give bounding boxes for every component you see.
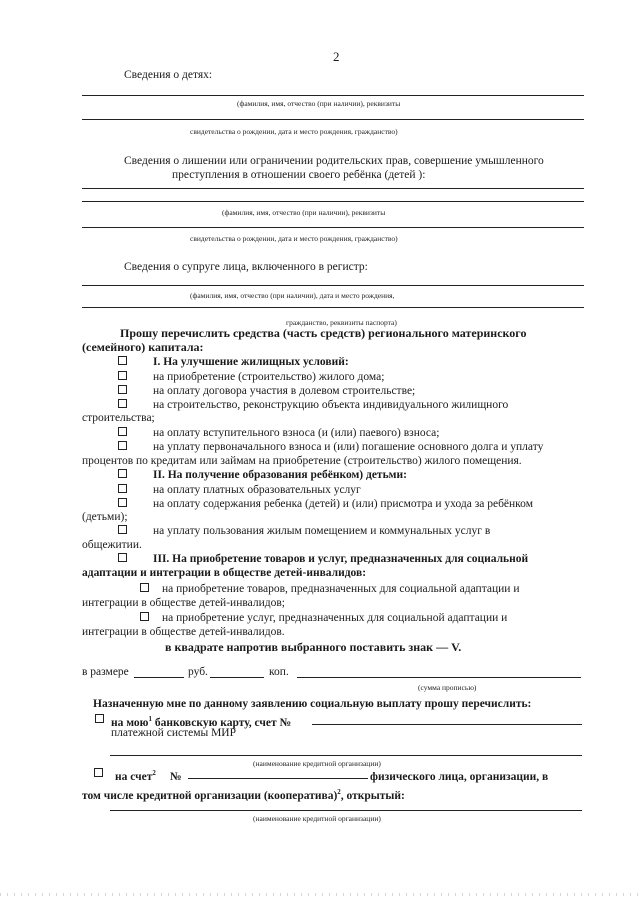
deprivation-fill-line-2[interactable] bbox=[82, 201, 584, 202]
amount-prefix: в размере bbox=[82, 666, 129, 678]
section3-opt1-checkbox[interactable] bbox=[140, 583, 149, 592]
children-caption-1: (фамилия, имя, отчество (при наличии), реквизиты bbox=[237, 99, 401, 108]
section1-opt2-checkbox[interactable] bbox=[118, 385, 127, 394]
account-number-field[interactable] bbox=[188, 778, 368, 779]
children-fill-line-2[interactable] bbox=[82, 119, 584, 120]
section1-opt5-label-b: процентов по кредитам или займам на приобретение (строительство) жилого помещения. bbox=[82, 455, 522, 467]
section1-opt3-label-b: строительства; bbox=[82, 412, 155, 424]
section3-opt2-label-a: на приобретение услуг, предназначенных для социальной адаптации и bbox=[162, 612, 508, 624]
section2-opt3-checkbox[interactable] bbox=[118, 525, 127, 534]
request-line-2: (семейного) капитала: bbox=[82, 340, 204, 354]
spouse-label: Сведения о супруге лица, включенного в регистр: bbox=[124, 261, 368, 273]
amount-kop-field[interactable] bbox=[210, 677, 264, 678]
deprivation-line-1: Сведения о лишении или ограничении родительских прав, совершение умышленного bbox=[124, 155, 544, 167]
request-line-1: Прошу перечислить средства (часть средств) регионального материнского bbox=[120, 326, 527, 340]
section3-title-a: III. На приобретение товаров и услуг, предназначенных для социальной bbox=[153, 553, 529, 565]
account-footnote-mark-2: 2 bbox=[337, 788, 341, 796]
section1-opt5-label-a: на уплату первоначального взноса и (или) погашение основного долга и уплату bbox=[153, 441, 544, 453]
section1-opt4-label: на оплату вступительного взноса (и (или) паевого) взноса; bbox=[153, 427, 440, 439]
section3-opt2-checkbox[interactable] bbox=[140, 612, 149, 621]
children-caption-2: свидетельства о рождении, дата и место рождения, гражданство) bbox=[190, 127, 398, 136]
card-checkbox[interactable] bbox=[95, 714, 104, 723]
deprivation-caption-2: свидетельства о рождении, дата и место рождения, гражданство) bbox=[190, 234, 398, 243]
section1-opt3-checkbox[interactable] bbox=[118, 399, 127, 408]
spouse-fill-line-2[interactable] bbox=[82, 307, 584, 308]
amount-rub-field[interactable] bbox=[134, 677, 184, 678]
section1-opt1-label: на приобретение (строительство) жилого дома; bbox=[153, 371, 385, 383]
section3-opt2-label-b: интеграции в обществе детей-инвалидов. bbox=[82, 626, 285, 638]
scan-noise-divider bbox=[0, 893, 640, 896]
card-rest: банковскую карту, счет № bbox=[151, 716, 292, 729]
section1-opt1-checkbox[interactable] bbox=[118, 371, 127, 380]
section3-opt1-label-a: на приобретение товаров, предназначенных для социальной адаптации и bbox=[162, 583, 520, 595]
card-system: платежной системы МИР bbox=[111, 727, 237, 739]
section2-opt1-checkbox[interactable] bbox=[118, 484, 127, 493]
section3-opt1-label-b: интеграции в обществе детей-инвалидов; bbox=[82, 597, 285, 609]
card-label: на мою bbox=[111, 716, 149, 729]
amount-kop-label: коп. bbox=[269, 666, 289, 678]
account-label: на счет bbox=[115, 770, 153, 783]
section1-opt5-checkbox[interactable] bbox=[118, 441, 127, 450]
deprivation-fill-line-1[interactable] bbox=[82, 188, 584, 189]
children-label: Сведения о детях: bbox=[124, 69, 213, 81]
account-rest: физического лица, организации, в bbox=[370, 771, 549, 783]
section2-opt2-checkbox[interactable] bbox=[118, 498, 127, 507]
section2-checkbox[interactable] bbox=[118, 469, 127, 478]
account-bank-field[interactable] bbox=[110, 810, 582, 811]
account-line-2-end: , открытый: bbox=[340, 789, 405, 802]
section3-checkbox[interactable] bbox=[118, 553, 127, 562]
account-bank-caption: (наименование кредитной организации) bbox=[253, 814, 381, 823]
card-footnote-mark: 1 bbox=[148, 715, 152, 723]
section3-title-b: адаптации и интеграции в обществе детей-инвалидов: bbox=[82, 567, 367, 579]
account-label-line bbox=[115, 766, 181, 784]
card-account-field[interactable] bbox=[312, 724, 582, 725]
section2-opt3-label-b: общежитии. bbox=[82, 539, 142, 551]
deprivation-caption-1: (фамилия, имя, отчество (при наличии), реквизиты bbox=[222, 208, 386, 217]
account-line-2 bbox=[82, 785, 405, 803]
section1-opt2-label: на оплату договора участия в долевом строительстве; bbox=[153, 385, 416, 397]
section1-opt3-label-a: на строительство, реконструкцию объекта индивидуального жилищного bbox=[153, 399, 509, 411]
spouse-fill-line-1[interactable] bbox=[82, 285, 584, 286]
section2-opt3-label-a: на уплату пользования жилым помещением и коммунальных услуг в bbox=[153, 525, 491, 537]
children-fill-line-1[interactable] bbox=[82, 95, 584, 96]
account-footnote-mark: 2 bbox=[152, 769, 156, 777]
spouse-caption-2: гражданство, реквизиты паспорта) bbox=[286, 318, 397, 327]
page-number: 2 bbox=[333, 49, 340, 64]
section2-opt2-label-a: на оплату содержания ребенка (детей) и (или) присмотра и ухода за ребёнком bbox=[153, 498, 533, 510]
section1-checkbox[interactable] bbox=[118, 356, 127, 365]
deprivation-fill-line-3[interactable] bbox=[82, 227, 584, 228]
section1-title: I. На улучшение жилищных условий: bbox=[153, 356, 349, 368]
amount-caption: (сумма прописью) bbox=[418, 683, 477, 692]
section2-title: II. На получение образования ребёнком) детьми: bbox=[153, 469, 407, 481]
account-number-sign: № bbox=[169, 770, 182, 783]
mark-instruction: в квадрате напротив выбранного поставить знак — V. bbox=[165, 640, 462, 654]
amount-words-field[interactable] bbox=[297, 677, 581, 678]
spouse-caption-1: (фамилия, имя, отчество (при наличии), дата и место рождения, bbox=[190, 291, 395, 300]
section2-opt2-label-b: (детьми); bbox=[82, 511, 128, 523]
section1-opt4-checkbox[interactable] bbox=[118, 427, 127, 436]
deprivation-line-2: преступления в отношении своего ребёнка (детей ): bbox=[172, 169, 426, 181]
account-checkbox[interactable] bbox=[94, 768, 103, 777]
card-bank-caption: (наименование кредитной организации) bbox=[253, 759, 381, 768]
account-line-2-text: том числе кредитной организации (кооператива) bbox=[82, 789, 338, 802]
amount-rub-label: руб. bbox=[188, 666, 208, 678]
payment-intro: Назначенную мне по данному заявлению социальную выплату прошу перечислить: bbox=[93, 698, 532, 710]
section2-opt1-label: на оплату платных образовательных услуг bbox=[153, 484, 361, 496]
card-bank-field[interactable] bbox=[110, 755, 582, 756]
